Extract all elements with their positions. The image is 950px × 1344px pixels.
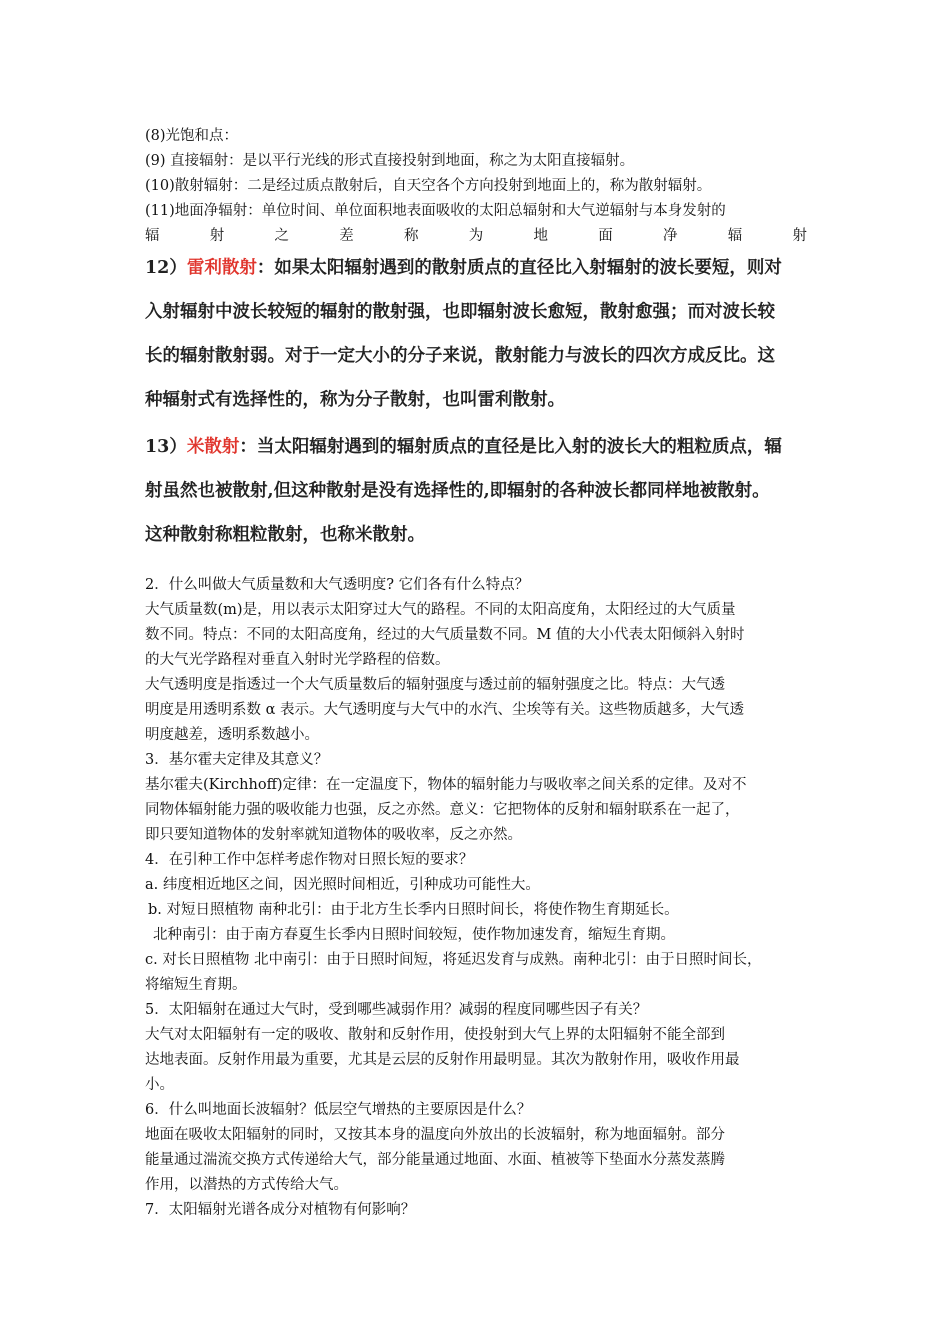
spread-char: 面	[598, 228, 613, 244]
def-10: (10)散射辐射：二是经过质点散射后，自天空各个方向投射到地面上的，称为散射辐射。	[145, 178, 712, 194]
spread-char: 差	[339, 228, 354, 244]
q7-question: 7．太阳辐射光谱各成分对植物有何影响？	[145, 1202, 416, 1218]
q6-answer-1: 地面在吸收太阳辐射的同时，又按其本身的温度向外放出的长波辐射，称为地面辐射。部分	[145, 1127, 725, 1143]
q6-question: 6．什么叫地面长波辐射？低层空气增热的主要原因是什么？	[145, 1102, 532, 1118]
mie-line-3: 这种散射称粗粒散射，也称米散射。	[145, 525, 425, 545]
def-8: (8)光饱和点：	[145, 128, 239, 144]
q5-answer-3: 小。	[145, 1077, 174, 1093]
rayleigh-line-3: 长的辐射散射弱。对于一定大小的分子来说，散射能力与波长的四次方成反比。这	[145, 346, 775, 366]
q4-answer-2: b. 对短日照植物 南种北引：由于北方生长季内日照时间长，将使作物生育期延长。	[148, 902, 679, 918]
q2-answer-6: 明度越差，透明系数越小。	[145, 727, 319, 743]
rayleigh-line-1	[145, 254, 782, 282]
q4-question: 4．在引种工作中怎样考虑作物对日照长短的要求？	[145, 852, 474, 868]
mie-number: 13）	[145, 437, 187, 457]
rayleigh-line-4: 种辐射式有选择性的，称为分子散射，也叫雷利散射。	[145, 390, 565, 410]
q2-answer-2: 数不同。特点：不同的太阳高度角，经过的大气质量数不同。M 值的大小代表太阳倾斜入射时	[145, 627, 745, 643]
q3-answer-2: 同物体辐射能力强的吸收能力也强，反之亦然。意义：它把物体的反射和辐射联系在一起了，	[145, 802, 740, 818]
q4-answer-1: a. 纬度相近地区之间，因光照时间相近，引种成功可能性大。	[145, 877, 540, 893]
rayleigh-number: 12）	[145, 258, 187, 278]
spread-char: 射	[792, 228, 807, 244]
q5-answer-2: 达地表面。反射作用最为重要，尤其是云层的反射作用最明显。其次为散射作用，吸收作用最	[145, 1052, 740, 1068]
spread-char: 之	[274, 228, 289, 244]
q6-answer-3: 作用，以潜热的方式传给大气。	[145, 1177, 348, 1193]
def-11-continuation	[145, 226, 807, 246]
q3-question: 3．基尔霍夫定律及其意义？	[145, 752, 329, 768]
mie-line-1	[145, 433, 782, 461]
def-9: (9) 直接辐射：是以平行光线的形式直接投射到地面，称之为太阳直接辐射。	[145, 153, 635, 169]
q2-answer-4: 大气透明度是指透过一个大气质量数后的辐射强度与透过前的辐射强度之比。特点：大气透	[145, 677, 725, 693]
q2-answer-5: 明度是用透明系数 α 表示。大气透明度与大气中的水汽、尘埃等有关。这些物质越多，大气透	[145, 702, 745, 718]
spread-char: 辐	[727, 228, 743, 244]
q6-answer-2: 能量通过湍流交换方式传递给大气，部分能量通过地面、水面、植被等下垫面水分蒸发蒸腾	[145, 1152, 725, 1168]
q4-answer-5: 将缩短生育期。	[145, 977, 247, 993]
mie-line-2: 射虽然也被散射,但这种散射是没有选择性的,即辐射的各种波长都同样地被散射。	[145, 481, 770, 501]
q4-answer-3: 北种南引：由于南方春夏生长季内日照时间较短，使作物加速发育，缩短生育期。	[153, 927, 675, 943]
spread-char: 称	[404, 228, 419, 244]
rayleigh-term: 雷利散射	[186, 258, 257, 278]
q3-answer-1: 基尔霍夫(Kirchhoff)定律：在一定温度下，物体的辐射能力与吸收率之间关系的定律。及对不	[145, 777, 747, 793]
q4-answer-4: c. 对长日照植物 北中南引：由于日照时间短，将延迟发育与成熟。南种北引：由于日照时间长，	[145, 952, 762, 968]
mie-term: 米散射	[186, 437, 240, 457]
q2-answer-1: 大气质量数(m)是，用以表示太阳穿过大气的路程。不同的太阳高度角，太阳经过的大气质量	[145, 602, 736, 618]
spread-char: 射	[209, 228, 225, 244]
mie-text: ：当太阳辐射遇到的辐射质点的直径是比入射的波长大的粗粒质点，辐	[239, 437, 782, 457]
spread-char: 辐	[145, 228, 160, 244]
rayleigh-text: ：如果太阳辐射遇到的散射质点的直径比入射辐射的波长要短，则对	[256, 258, 782, 278]
def-11: (11)地面净辐射：单位时间、单位面积地表面吸收的太阳总辐射和大气逆辐射与本身发射的	[145, 203, 726, 219]
spread-char: 净	[663, 228, 678, 244]
q5-answer-1: 大气对太阳辐射有一定的吸收、散射和反射作用，使投射到大气上界的太阳辐射不能全部到	[145, 1027, 725, 1043]
q3-answer-3: 即只要知道物体的发射率就知道物体的吸收率，反之亦然。	[145, 827, 522, 843]
q2-answer-3: 的大气光学路程对垂直入射时光学路程的倍数。	[145, 652, 450, 668]
q5-question: 5．太阳辐射在通过大气时，受到哪些减弱作用？减弱的程度同哪些因子有关？	[145, 1002, 648, 1018]
spread-char: 地	[533, 228, 548, 244]
q2-question: 2．什么叫做大气质量数和大气透明度? 它们各有什么特点？	[145, 577, 530, 593]
rayleigh-line-2: 入射辐射中波长较短的辐射的散射强，也即辐射波长愈短，散射愈强；而对波长较	[145, 302, 775, 322]
spread-char: 为	[468, 228, 484, 244]
